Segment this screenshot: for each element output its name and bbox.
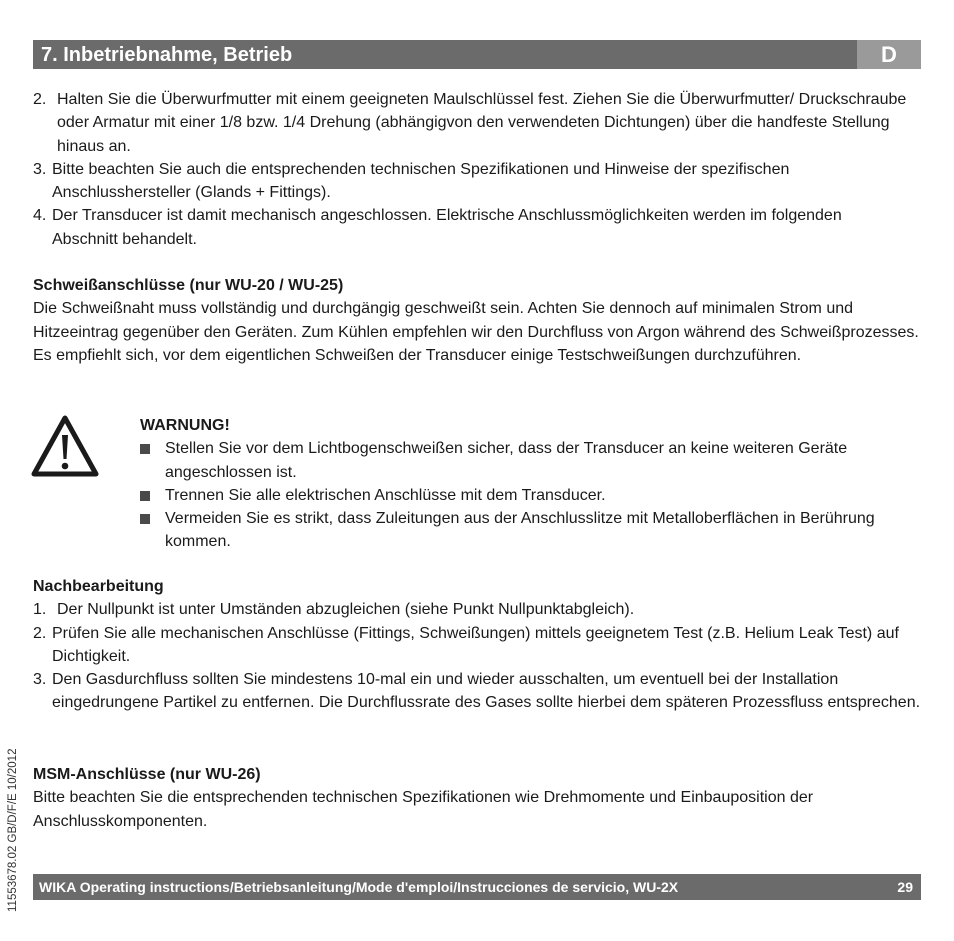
section-title: 7. Inbetriebnahme, Betrieb: [41, 44, 293, 66]
language-tab: D: [857, 40, 921, 69]
warning-bullet-text: Trennen Sie alle elektrischen Anschlüsse mit dem Transducer.: [165, 486, 606, 504]
welding-text: Die Schweißnaht muss vollständig und durchgängig geschweißt sein. Achten Sie dennoch auf minimalen Strom und Hitzeeintrag gegenüber den Geräten. Zum Kühlen empfehlen wir den Durchfluss von Argon während des Schweißprozesses. Es empfiehlt sich, vor dem eigentlichen Schweißen der Transducer einige Testschweißungen durchzuführen.: [33, 300, 919, 364]
step-text: Bitte beachten Sie auch die entsprechenden technischen Spezifikationen und Hinweise der spezifischen Anschlusshersteller (Glands + Fittings).: [52, 160, 790, 202]
post-processing-section: [33, 575, 923, 715]
step-number: 3.: [33, 160, 47, 178]
msm-section: [33, 763, 923, 833]
list-item: [33, 204, 923, 251]
warning-bullet-text: Vermeiden Sie es strikt, dass Zuleitungen aus der Anschlusslitze mit Metalloberflächen in Berührung kommen.: [165, 510, 875, 551]
footer-bar: [33, 874, 921, 900]
bullet-square-icon: [140, 444, 150, 454]
bullet-square-icon: [140, 514, 150, 524]
step-number: 2.: [33, 624, 47, 642]
msm-text: Bitte beachten Sie die entsprechenden technischen Spezifikationen wie Drehmomente und Einbauposition der Anschlusskomponenten.: [33, 789, 814, 830]
step-text: Prüfen Sie alle mechanischen Anschlüsse (Fittings, Schweißungen) mittels geeignetem Test (z.B. Helium Leak Test) auf Dichtigkeit.: [52, 624, 899, 665]
list-item: [33, 668, 923, 715]
document-code: 11553678.02 GB/D/F/E 10/2012: [7, 748, 19, 912]
step-number: 1.: [33, 601, 47, 619]
section-header-bar: [33, 40, 921, 69]
list-item: [33, 598, 923, 621]
installation-steps: [33, 88, 923, 251]
bullet-square-icon: [140, 491, 150, 501]
step-text: Der Transducer ist damit mechanisch angeschlossen. Elektrische Anschlussmöglichkeiten werden im folgenden Abschnitt behandelt.: [52, 207, 842, 248]
step-number: 4.: [33, 207, 47, 225]
warning-triangle-icon: [31, 415, 99, 477]
welding-section: [33, 274, 923, 367]
warning-title: WARNUNG!: [140, 417, 230, 434]
warning-block: [140, 414, 900, 554]
warning-bullet-text: Stellen Sie vor dem Lichtbogenschweißen sicher, dass der Transducer an keine weiteren Geräte angeschlossen ist.: [165, 440, 848, 481]
post-heading: Nachbearbeitung: [33, 578, 164, 595]
page-number: 29: [897, 879, 913, 895]
msm-heading: MSM-Anschlüsse (nur WU-26): [33, 766, 261, 783]
step-text: Der Nullpunkt ist unter Umständen abzugleichen (siehe Punkt Nullpunktabgleich).: [57, 601, 635, 619]
footer-text: WIKA Operating instructions/Betriebsanleitung/Mode d'emploi/Instrucciones de servicio, WU-2X: [39, 879, 679, 895]
step-number: 2.: [33, 91, 47, 108]
step-number: 3.: [33, 671, 47, 689]
list-item: [33, 88, 923, 158]
warning-bullet: [140, 507, 900, 554]
list-item: [33, 158, 923, 205]
step-text: Halten Sie die Überwurfmutter mit einem geeigneten Maulschlüssel fest. Ziehen Sie die Überwurfmutter/ Druckschraube oder Armatur mit einer 1/8 bzw. 1/4 Drehung (abhängigvon den verwendeten Dichtungen) über die handfeste Stellung hinaus an.: [57, 91, 907, 155]
list-item: [33, 622, 923, 669]
welding-heading: Schweißanschlüsse (nur WU-20 / WU-25): [33, 277, 344, 294]
warning-bullet: [140, 437, 900, 484]
warning-bullet: [140, 484, 900, 507]
step-text: Den Gasdurchfluss sollten Sie mindestens 10-mal ein und wieder ausschalten, um eventuell bei der Installation eingedrungene Partikel zu entfernen. Die Durchflussrate des Gases sollte hierbei dem späteren Prozessfluss entsprechen.: [52, 671, 921, 712]
